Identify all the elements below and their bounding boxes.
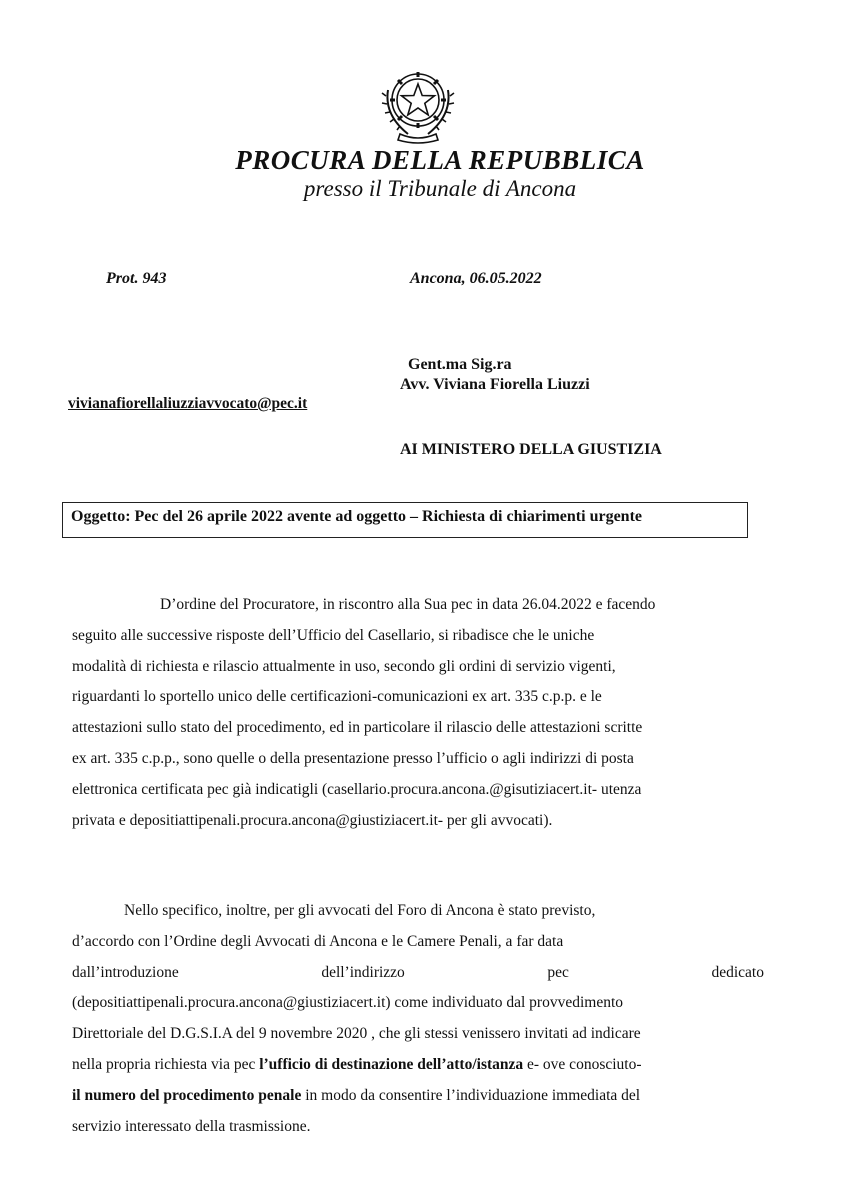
paragraph-2 <box>72 896 764 1142</box>
word: pec <box>547 963 569 981</box>
text-run: in modo da consentire l’individuazione immediata del <box>301 1086 641 1104</box>
paragraph-line: D’ordine del Procuratore, in riscontro alla Sua pec in data 26.04.2022 e facendo <box>160 596 656 613</box>
page-title: PROCURA DELLA REPUBBLICA <box>235 145 645 175</box>
text-run: nella propria richiesta via pec <box>72 1055 260 1073</box>
paragraph-line: riguardanti lo sportello unico delle certificazioni-comunicazioni ex art. 335 c.p.p. e le <box>72 688 602 706</box>
paragraph-line: elettronica certificata pec già indicatigli (casellario.procura.ancona.@gisutiziacert.it- utenza <box>72 780 642 798</box>
paragraph-line <box>72 958 764 989</box>
paragraph-line: d’accordo con l’Ordine degli Avvocati di Ancona e le Camere Penali, a far data <box>72 932 564 950</box>
subject-box <box>62 502 748 538</box>
paragraph-1 <box>72 590 764 836</box>
word: dell’indirizzo <box>321 963 405 981</box>
page-subtitle: presso il Tribunale di Ancona <box>303 176 577 201</box>
paragraph-line: Nello specifico, inoltre, per gli avvocati del Foro di Ancona è stato previsto, <box>124 902 596 919</box>
paragraph-line <box>72 1081 764 1112</box>
word: dedicato <box>711 963 764 981</box>
recipient-ministry: AI MINISTERO DELLA GIUSTIZIA <box>400 441 662 458</box>
paragraph-line: attestazioni sullo stato del procedimento, ed in particolare il rilascio delle attestazioni scritte <box>72 719 643 737</box>
protocol-number: Prot. 943 <box>106 270 167 287</box>
paragraph-line: Direttoriale del D.G.S.I.A del 9 novembre 2020 , che gli stessi venissero invitati ad indicare <box>72 1025 641 1043</box>
text-run: e- ove conosciuto- <box>523 1055 642 1073</box>
subject-text: Oggetto: Pec del 26 aprile 2022 avente ad oggetto – Richiesta di chiarimenti urgente <box>71 508 642 525</box>
bold-text-run: il numero del procedimento penale <box>72 1086 302 1104</box>
word: dall’introduzione <box>72 963 179 981</box>
recipient-email: vivianafiorellaliuzziavvocato@pec.it <box>68 395 308 412</box>
place-date: Ancona, 06.05.2022 <box>410 270 542 287</box>
paragraph-line: privata e depositiattipenali.procura.ancona@giustiziacert.it- per gli avvocati). <box>72 811 553 829</box>
paragraph-line: (depositiattipenali.procura.ancona@giustiziacert.it) come individuato dal provvedimento <box>72 994 623 1012</box>
recipient-salutation: Gent.ma Sig.ra <box>408 356 512 373</box>
paragraph-line: seguito alle successive risposte dell’Ufficio del Casellario, si ribadisce che le uniche <box>72 626 595 644</box>
paragraph-line: ex art. 335 c.p.p., sono quelle o della presentazione presso l’ufficio o agli indirizzi di posta <box>72 749 634 767</box>
paragraph-line <box>72 1050 764 1081</box>
paragraph-line: servizio interessato della trasmissione. <box>72 1117 311 1135</box>
paragraph-line: modalità di richiesta e rilascio attualmente in uso, secondo gli ordini di servizio vigenti, <box>72 657 616 675</box>
bold-text-run: l’ufficio di destinazione dell’atto/istanza <box>259 1055 524 1073</box>
italian-republic-emblem-icon <box>378 60 458 146</box>
recipient-name: Avv. Viviana Fiorella Liuzzi <box>400 376 590 393</box>
